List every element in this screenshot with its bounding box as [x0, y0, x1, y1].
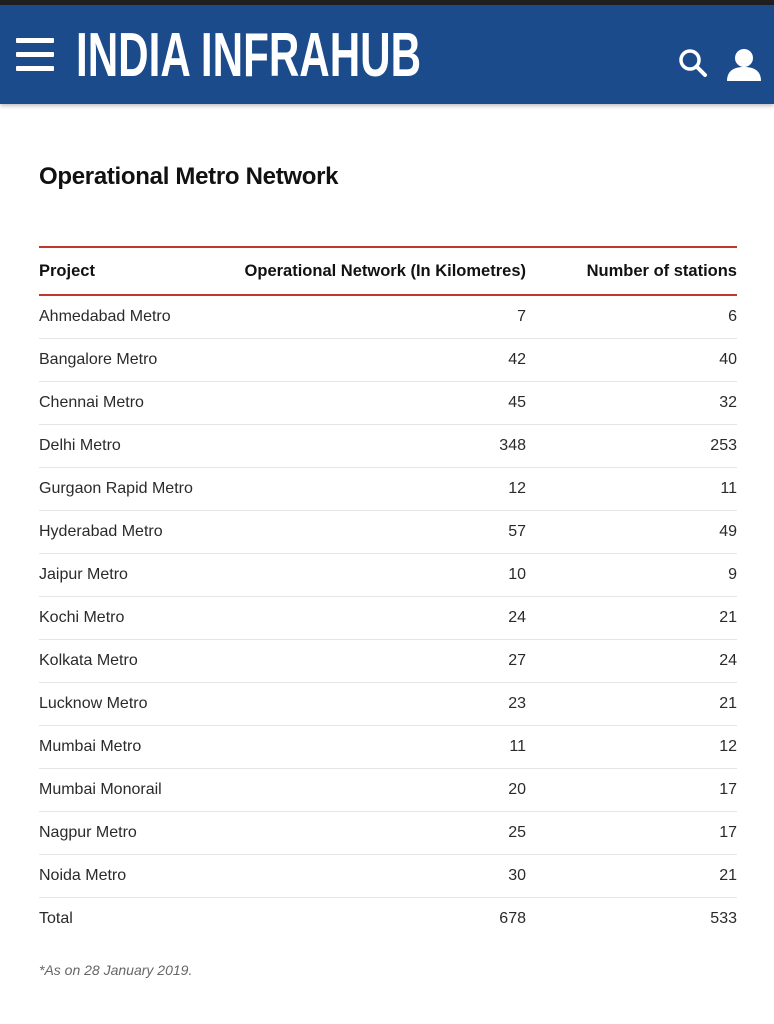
cell-network-km: 25 [508, 824, 526, 841]
cell-project: Gurgaon Rapid Metro [39, 480, 193, 497]
cell-project: Bangalore Metro [39, 351, 158, 368]
cell-project: Ahmedabad Metro [39, 308, 171, 325]
table-header [39, 246, 737, 296]
column-header-project: Project [39, 262, 95, 280]
cell-project: Lucknow Metro [39, 695, 148, 712]
table-row [39, 812, 737, 855]
metro-table [39, 246, 737, 940]
cell-project: Mumbai Metro [39, 738, 142, 755]
cell-stations: 11 [720, 480, 737, 497]
cell-network-km: 20 [508, 781, 526, 798]
cell-stations: 533 [710, 910, 737, 927]
cell-stations: 21 [719, 695, 737, 712]
cell-project: Kochi Metro [39, 609, 125, 626]
cell-stations: 24 [719, 652, 737, 669]
cell-stations: 21 [719, 609, 737, 626]
cell-project: Nagpur Metro [39, 824, 137, 841]
table-row [39, 511, 737, 554]
cell-project: Noida Metro [39, 867, 127, 884]
cell-project: Hyderabad Metro [39, 523, 163, 540]
article-title: Operational Metro Network [39, 163, 339, 190]
table-row [39, 769, 737, 812]
cell-stations: 17 [719, 824, 737, 841]
table-row [39, 296, 737, 339]
table-row [39, 597, 737, 640]
cell-network-km: 7 [517, 308, 526, 325]
cell-network-km: 11 [509, 738, 526, 755]
cell-stations: 253 [710, 437, 737, 454]
cell-stations: 40 [719, 351, 737, 368]
cell-stations: 12 [719, 738, 737, 755]
table-row [39, 683, 737, 726]
cell-stations: 32 [719, 394, 737, 411]
site-header [0, 5, 774, 104]
cell-stations: 49 [719, 523, 737, 540]
site-logo[interactable]: INDIA INFRAHUB [76, 21, 422, 90]
table-row [39, 425, 737, 468]
cell-project: Mumbai Monorail [39, 781, 162, 798]
cell-network-km: 23 [508, 695, 526, 712]
table-body [39, 296, 737, 940]
table-row [39, 898, 737, 940]
cell-project: Kolkata Metro [39, 652, 138, 669]
table-row [39, 468, 737, 511]
cell-network-km: 24 [508, 609, 526, 626]
column-header-network: Operational Network (In Kilometres) [244, 262, 526, 280]
user-icon[interactable] [724, 45, 764, 85]
cell-project: Total [39, 910, 73, 927]
search-icon[interactable] [677, 47, 709, 79]
cell-network-km: 12 [508, 480, 526, 497]
hamburger-menu-icon[interactable] [16, 38, 56, 72]
cell-network-km: 57 [508, 523, 526, 540]
cell-network-km: 348 [499, 437, 526, 454]
column-header-stations: Number of stations [586, 262, 737, 280]
cell-stations: 21 [719, 867, 737, 884]
cell-network-km: 45 [508, 394, 526, 411]
table-row [39, 640, 737, 683]
table-row [39, 382, 737, 425]
cell-project: Delhi Metro [39, 437, 121, 454]
footnote: *As on 28 January 2019. [39, 962, 193, 978]
cell-stations: 9 [728, 566, 737, 583]
cell-network-km: 27 [508, 652, 526, 669]
cell-stations: 17 [719, 781, 737, 798]
table-row [39, 726, 737, 769]
cell-network-km: 30 [508, 867, 526, 884]
cell-stations: 6 [728, 308, 737, 325]
table-row [39, 339, 737, 382]
table-row [39, 554, 737, 597]
cell-project: Jaipur Metro [39, 566, 128, 583]
cell-project: Chennai Metro [39, 394, 144, 411]
cell-network-km: 10 [508, 566, 526, 583]
cell-network-km: 678 [499, 910, 526, 927]
table-row [39, 855, 737, 898]
cell-network-km: 42 [508, 351, 526, 368]
